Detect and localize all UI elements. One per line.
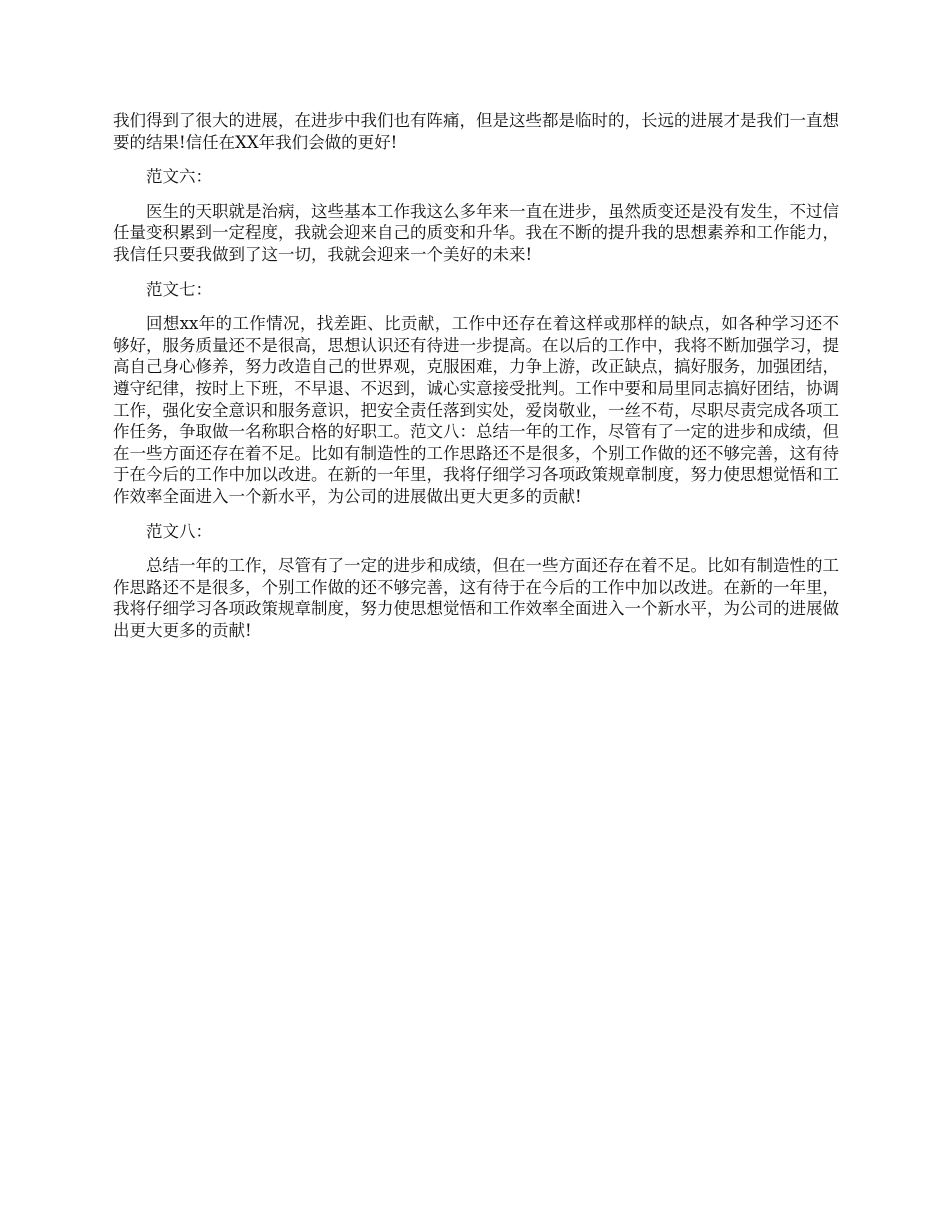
section-heading-6: 范文六：: [146, 167, 212, 187]
section-heading-8: 范文八：: [146, 521, 212, 541]
paragraph-intro: 我们得到了很大的进展，在进步中我们也有阵痛，但是这些都是临时的，长远的进展才是我们一直想要的结果!信任在XX年我们会做的更好!: [113, 111, 839, 152]
section-heading-7: 范文七：: [146, 279, 212, 299]
paragraph-7: 回想xx年的工作情况，找差距、比贡献，工作中还存在着这样或那样的缺点，如各种学习还不够好，服务质量还不是很高，思想认识还有待进一步提高。在以后的工作中，我将不断加强学习，提高自己身心修养，努力改造自己的世界观，克服困难，力争上游，改正缺点，搞好服务，加强团结，遵守纪律，按时上下班，不早退、不迟到，诚心实意接受批判。工作中要和局里同志搞好团结，协调工作，强化安全意识和服务意识，把安全责任落到实处，爱岗敬业，一丝不苟，尽职尽责完成各项工作任务，争取做一名称职合格的好职工。范文八：总结一年的工作，尽管有了一定的进步和成绩，但在一些方面还存在着不足。比如有制造性的工作思路还不是很多，个别工作做的还不够完善，这有待于在今后的工作中加以改进。在新的一年里，我将仔细学习各项政策规章制度，努力使思想觉悟和工作效率全面进入一个新水平，为公司的进展做出更大更多的贡献!: [113, 314, 839, 506]
document-body: [113, 110, 839, 654]
paragraph-8: 总结一年的工作，尽管有了一定的进步和成绩，但在一些方面还存在着不足。比如有制造性的工作思路还不是很多，个别工作做的还不够完善，这有待于在今后的工作中加以改进。在新的一年里，我将仔细学习各项政策规章制度，努力使思想觉悟和工作效率全面进入一个新水平，为公司的进展做出更大更多的贡献!: [113, 556, 839, 640]
paragraph-6: 医生的天职就是治病，这些基本工作我这么多年来一直在进步，虽然质变还是没有发生，不过信任量变积累到一定程度，我就会迎来自己的质变和升华。我在不断的提升我的思想素养和工作能力，我信任只要我做到了这一切，我就会迎来一个美好的未来!: [113, 201, 839, 264]
